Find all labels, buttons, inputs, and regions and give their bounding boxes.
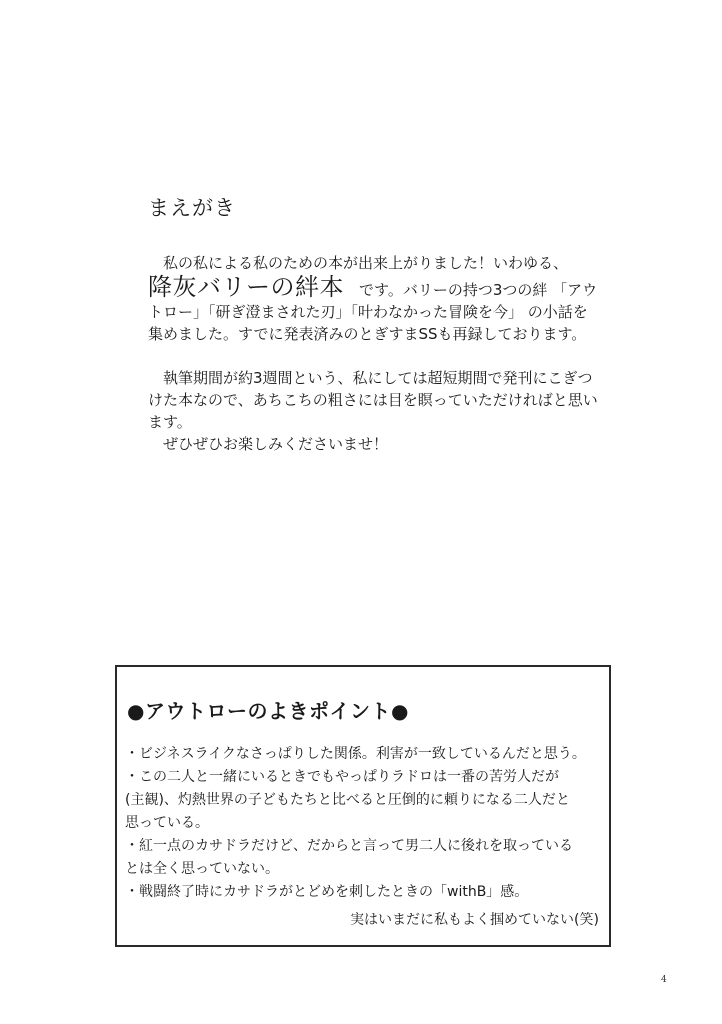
preface-line-tail: です。バリーの持つ3つの絆 「アウ	[359, 281, 598, 299]
preface-line: 執筆期間が約3週間という、私にしては超短期間で発刊にこぎつ	[148, 369, 593, 387]
preface-line: ます。	[148, 413, 192, 431]
preface-line: ぜひぜひお楽しみくださいませ！	[148, 435, 389, 453]
preface-line	[148, 274, 598, 301]
preface-body	[148, 252, 598, 455]
bullet-line: ・この二人と一緒にいるときでもやっぱりラドロは一番の苦労人だが	[125, 769, 559, 785]
bullet-line: ・戦闘終了時にカサドラがとどめを刺したときの「withB」感。	[125, 884, 529, 900]
bullet-line: (主観)、灼熱世界の子どもたちと比べると圧倒的に頼りになる二人だと	[125, 792, 570, 808]
preface-line: 私の私による私のための本が出来上がりました！いわゆる、	[148, 254, 569, 272]
preface-line: トロー」「研ぎ澄まされた刃」「叶わなかった冒険を今」 の小話を	[148, 303, 588, 321]
preface-line: けた本なので、あちこちの粗さには目を瞑っていただければと思い	[148, 391, 598, 409]
preface-heading: まえがき	[148, 196, 236, 220]
bullet-line: ・紅一点のカサドラだけど、だからと言って男二人に後れを取っている	[125, 838, 573, 854]
page-number: 4	[661, 975, 667, 985]
preface-line: 集めました。すでに発表済みのとぎすまSSも再録しております。	[148, 325, 587, 343]
highlight-box	[115, 665, 611, 947]
book-title: 降灰バリーの絆本	[148, 273, 344, 301]
bullet-line: ・ビジネスライクなさっぱりした関係。利害が一致しているんだと思う。	[125, 746, 586, 762]
highlight-box-note: 実はいまだに私もよく掴めていない(笑)	[350, 912, 599, 928]
bullet-line: 思っている。	[125, 815, 209, 831]
bullet-line: とは全く思っていない。	[125, 861, 279, 877]
paragraph-gap	[148, 345, 598, 367]
highlight-box-title: ●アウトローのよきポイント●	[127, 699, 409, 723]
highlight-bullets	[125, 743, 607, 904]
